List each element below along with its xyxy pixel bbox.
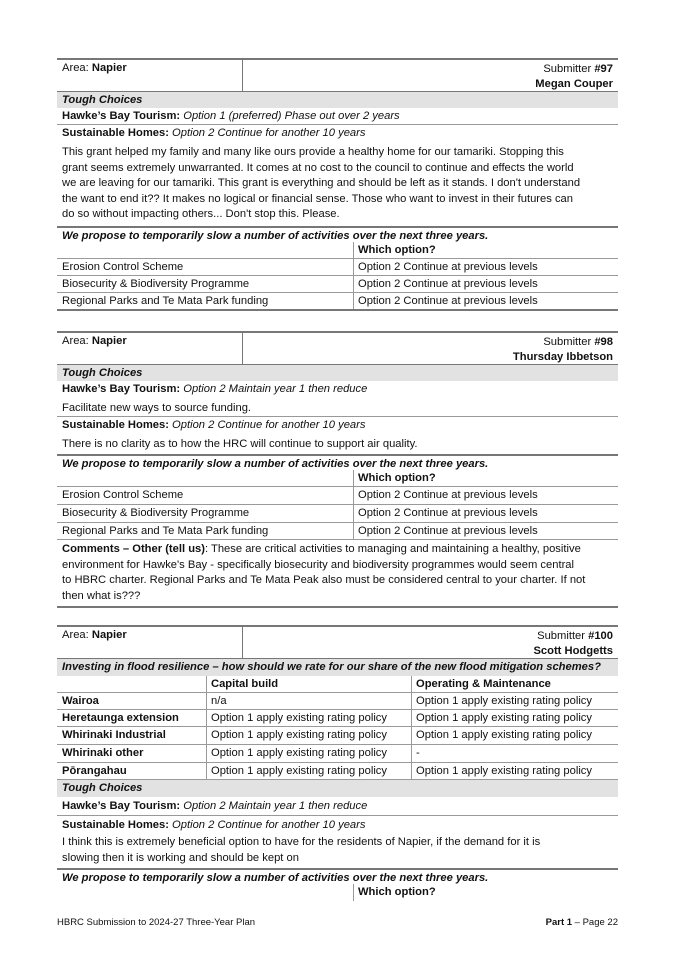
sh-choice: Option 2 Continue for another 10 years	[172, 819, 366, 831]
divider	[242, 333, 243, 364]
tough-choices-heading: Tough Choices	[57, 780, 618, 797]
sh-comment: This grant helped my family and many like ours provide a healthy home for our tamariki. Stopping this grant seems extremely unwarranted. It comes at no cost to the council to continue and effects the world we are leaving for our tamariki. This grant is everything and should be left as it stands. I don't understand the want to end it?? It makes no logical or financial sense. Those who want to invest in their futures can do so without impacting others... Don't stop this. Please.	[62, 146, 581, 220]
flood-row: Pōrangahau Option 1 apply existing rating policy Option 1 apply existing rating policy	[57, 763, 618, 780]
footer-part: Part 1	[545, 917, 573, 928]
activity-row: Erosion Control Scheme Option 2 Continue at previous levels	[57, 487, 618, 505]
activity-row: Regional Parks and Te Mata Park funding Option 2 Continue at previous levels	[57, 293, 618, 311]
submitter-name: Thursday Ibbetson	[512, 351, 613, 363]
other-comments: Comments – Other (tell us): These are critical activities to managing and maintaining a healthy, positive environment for Hawke's Bay - specifically biosecurity and biodiversity programmes would seem central to HBRC charter. Regional Parks and Te Mata Peak also must be considered central to your charter. If not then what is???	[57, 541, 618, 608]
area-value: Napier	[91, 629, 127, 641]
hbt-choice-row: Hawke’s Bay Tourism: Option 1 (preferred) Phase out over 2 years	[57, 108, 618, 125]
flood-resilience-heading: Investing in flood resilience – how should we rate for our share of the new flood mitigation schemes?	[57, 659, 618, 676]
flood-table-header: Capital build Operating & Maintenance	[57, 676, 618, 693]
divider	[242, 60, 243, 91]
flood-row: Heretaunga extension Option 1 apply existing rating policy Option 1 apply existing rating policy	[57, 710, 618, 727]
footer-left: HBRC Submission to 2024-27 Three-Year Plan	[57, 917, 256, 928]
sh-choice-row: Sustainable Homes: Option 2 Continue for another 10 years	[62, 127, 366, 139]
footer-page-number: – Page 22	[572, 917, 618, 928]
activity-table-header: Which option?	[57, 470, 618, 487]
sh-choice-row: Sustainable Homes: Option 2 Continue for another 10 years	[62, 419, 366, 431]
submission-header	[57, 58, 618, 92]
submission-header	[57, 331, 618, 365]
submitter-number: #98	[594, 336, 613, 348]
flood-row: Whirinaki other Option 1 apply existing rating policy -	[57, 745, 618, 763]
slow-activities-heading: We propose to temporarily slow a number of activities over the next three years.	[57, 226, 618, 242]
activity-row: Biosecurity & Biodiversity Programme Option 2 Continue at previous levels	[57, 276, 618, 293]
sh-choice: Option 2 Continue for another 10 years	[172, 419, 366, 431]
sh-choice-row: Sustainable Homes: Option 2 Continue for another 10 years	[62, 819, 366, 831]
flood-row: Whirinaki Industrial Option 1 apply existing rating policy Option 1 apply existing rating policy	[57, 727, 618, 745]
activity-row: Erosion Control Scheme Option 2 Continue at previous levels	[57, 259, 618, 276]
tough-choices-heading: Tough Choices	[57, 92, 618, 108]
hbt-choice-row: Hawke’s Bay Tourism: Option 2 Maintain year 1 then reduce	[57, 797, 618, 816]
hbt-choice: Option 2 Maintain year 1 then reduce	[183, 800, 368, 812]
hbt-comment: Facilitate new ways to source funding.	[57, 398, 618, 417]
submitter-name: Megan Couper	[535, 78, 613, 90]
footer-page	[546, 917, 618, 928]
area-value: Napier	[91, 62, 127, 74]
hbt-choice-row: Hawke’s Bay Tourism: Option 2 Maintain year 1 then reduce	[62, 383, 368, 395]
submitter-field: Submitter #100 Scott Hodgetts	[533, 630, 613, 657]
submitter-name: Scott Hodgetts	[533, 645, 613, 657]
area-field: Area: Napier	[62, 629, 127, 641]
hbt-choice: Option 2 Maintain year 1 then reduce	[183, 383, 368, 395]
divider	[242, 627, 243, 658]
submitter-number: #97	[594, 63, 613, 75]
sh-choice: Option 2 Continue for another 10 years	[172, 127, 366, 139]
activity-table-header: Which option?	[57, 884, 618, 901]
area-field: Area: Napier	[62, 335, 127, 347]
activity-table-header: Which option?	[57, 242, 618, 259]
activity-row: Biosecurity & Biodiversity Programme Option 2 Continue at previous levels	[57, 505, 618, 523]
slow-activities-heading: We propose to temporarily slow a number of activities over the next three years.	[57, 454, 618, 470]
submitter-field: Submitter #97 Megan Couper	[535, 63, 613, 90]
submitter-number: #100	[588, 630, 613, 642]
slow-activities-heading: We propose to temporarily slow a number of activities over the next three years.	[57, 868, 618, 884]
area-field: Area: Napier	[62, 62, 127, 74]
sh-comment: I think this is extremely beneficial option to have for the residents of Napier, if the demand for it is slowing then it is working and should be kept on	[62, 836, 541, 864]
sh-comment: There is no clarity as to how the HRC will continue to support air quality.	[62, 438, 418, 450]
submitter-field: Submitter #98 Thursday Ibbetson	[512, 336, 613, 363]
activity-row: Regional Parks and Te Mata Park funding Option 2 Continue at previous levels	[57, 523, 618, 540]
area-value: Napier	[91, 335, 127, 347]
submission-header	[57, 625, 618, 659]
comments-label: Comments – Other (tell us)	[62, 543, 205, 555]
flood-row: Wairoa n/a Option 1 apply existing rating policy	[57, 693, 618, 710]
hbt-choice: Option 1 (preferred) Phase out over 2 years	[183, 110, 400, 122]
tough-choices-heading: Tough Choices	[57, 365, 618, 381]
